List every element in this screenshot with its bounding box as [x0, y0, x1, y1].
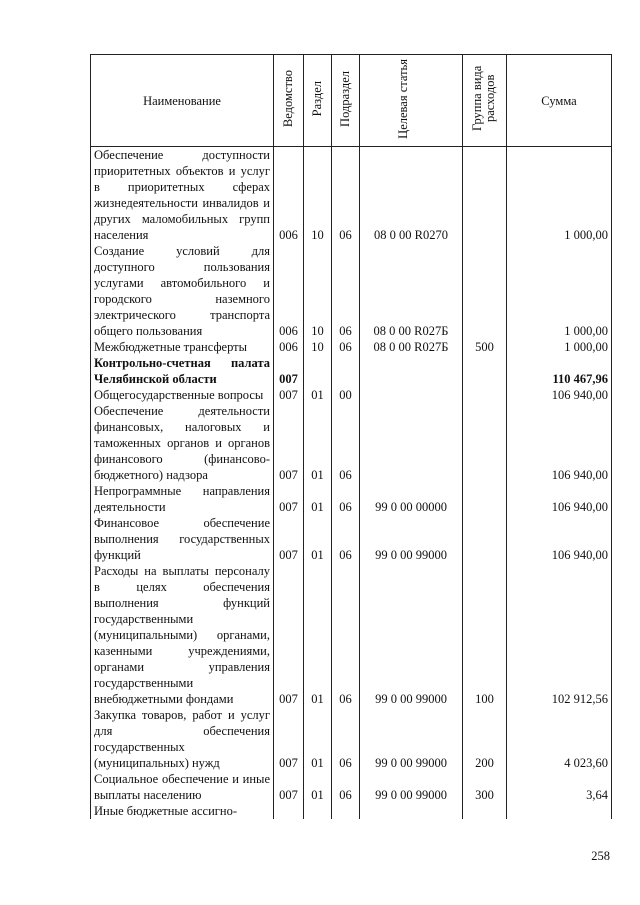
row-razdel: 01 [304, 707, 332, 771]
row-razdel [304, 803, 332, 819]
table-row [91, 387, 612, 403]
row-razdel: 01 [304, 515, 332, 563]
row-summa: 102 912,56 [507, 563, 612, 707]
row-podrazdel [332, 355, 360, 387]
row-vedomstvo: 007 [274, 515, 304, 563]
row-name: Общегосударственные вопросы [91, 387, 274, 403]
row-gruppa-vida [463, 483, 507, 515]
row-name: Расходы на выплаты персоналу в целях обеспечения выполнения функций государственными (муниципальными) органами, казенными учреждениями, органами управления государственными внебюджетными фондами [91, 563, 274, 707]
row-gruppa-vida [463, 355, 507, 387]
row-celevaya-statya: 08 0 00 R027Б [360, 243, 463, 339]
row-name: Закупка товаров, работ и услуг для обеспечения государственных (муниципальных) нужд [91, 707, 274, 771]
row-summa: 106 940,00 [507, 403, 612, 483]
header-celevaya-statya: Целевая статья [360, 55, 463, 147]
row-podrazdel: 06 [332, 707, 360, 771]
row-summa: 106 940,00 [507, 483, 612, 515]
table-row [91, 483, 612, 515]
row-celevaya-statya: 99 0 00 99000 [360, 771, 463, 803]
row-gruppa-vida [463, 403, 507, 483]
row-gruppa-vida: 300 [463, 771, 507, 803]
row-razdel: 10 [304, 339, 332, 355]
row-celevaya-statya: 99 0 00 00000 [360, 483, 463, 515]
row-razdel: 01 [304, 483, 332, 515]
header-summa: Сумма [507, 55, 612, 147]
row-summa: 1 000,00 [507, 243, 612, 339]
row-summa: 1 000,00 [507, 147, 612, 244]
row-celevaya-statya [360, 387, 463, 403]
row-podrazdel: 06 [332, 243, 360, 339]
row-podrazdel: 06 [332, 403, 360, 483]
table-row [91, 355, 612, 387]
table-row [91, 707, 612, 771]
row-gruppa-vida: 200 [463, 707, 507, 771]
row-gruppa-vida [463, 243, 507, 339]
table-row [91, 771, 612, 803]
row-podrazdel [332, 803, 360, 819]
row-podrazdel: 00 [332, 387, 360, 403]
row-celevaya-statya: 08 0 00 R027Б [360, 339, 463, 355]
table-row [91, 403, 612, 483]
row-name: Межбюджетные трансферты [91, 339, 274, 355]
row-vedomstvo: 007 [274, 355, 304, 387]
table-row [91, 515, 612, 563]
table-header-row [91, 55, 612, 147]
row-summa [507, 803, 612, 819]
row-razdel: 10 [304, 147, 332, 244]
row-summa: 4 023,60 [507, 707, 612, 771]
row-razdel: 01 [304, 387, 332, 403]
row-celevaya-statya [360, 803, 463, 819]
row-gruppa-vida: 500 [463, 339, 507, 355]
row-celevaya-statya: 99 0 00 99000 [360, 515, 463, 563]
row-podrazdel: 06 [332, 483, 360, 515]
row-podrazdel: 06 [332, 147, 360, 244]
row-name: Иные бюджетные ассигно- [91, 803, 274, 819]
row-celevaya-statya [360, 403, 463, 483]
row-celevaya-statya: 99 0 00 99000 [360, 707, 463, 771]
row-summa: 1 000,00 [507, 339, 612, 355]
row-name: Обеспечение деятельности финансовых, налоговых и таможенных органов и органов финансового (финансово-бюджетного) надзора [91, 403, 274, 483]
row-gruppa-vida [463, 387, 507, 403]
header-name: Наименование [91, 55, 274, 147]
row-summa: 110 467,96 [507, 355, 612, 387]
table-row [91, 243, 612, 339]
row-razdel [304, 355, 332, 387]
row-podrazdel: 06 [332, 339, 360, 355]
table-row [91, 563, 612, 707]
row-gruppa-vida [463, 515, 507, 563]
row-celevaya-statya: 08 0 00 R0270 [360, 147, 463, 244]
row-razdel: 01 [304, 563, 332, 707]
row-vedomstvo: 006 [274, 243, 304, 339]
header-razdel: Раздел [304, 55, 332, 147]
row-razdel: 10 [304, 243, 332, 339]
row-summa: 106 940,00 [507, 387, 612, 403]
row-podrazdel: 06 [332, 515, 360, 563]
table-row [91, 147, 612, 244]
row-gruppa-vida [463, 147, 507, 244]
row-summa: 106 940,00 [507, 515, 612, 563]
row-name: Непрограммные направления деятельности [91, 483, 274, 515]
row-summa: 3,64 [507, 771, 612, 803]
row-podrazdel: 06 [332, 563, 360, 707]
row-vedomstvo [274, 803, 304, 819]
row-vedomstvo: 007 [274, 771, 304, 803]
row-vedomstvo: 007 [274, 707, 304, 771]
row-name: Социальное обеспечение и иные выплаты населению [91, 771, 274, 803]
row-razdel: 01 [304, 771, 332, 803]
table-row [91, 339, 612, 355]
header-gruppa-vida-rashodov: Группа вида расходов [463, 55, 507, 147]
row-vedomstvo: 007 [274, 403, 304, 483]
row-gruppa-vida [463, 803, 507, 819]
row-vedomstvo: 006 [274, 147, 304, 244]
budget-table [90, 54, 612, 819]
table-row [91, 803, 612, 819]
page-number: 258 [591, 849, 610, 863]
header-podrazdel: Подраздел [332, 55, 360, 147]
row-razdel: 01 [304, 403, 332, 483]
row-vedomstvo: 007 [274, 387, 304, 403]
row-vedomstvo: 007 [274, 483, 304, 515]
row-celevaya-statya: 99 0 00 99000 [360, 563, 463, 707]
row-name: Обеспечение доступности приоритетных объектов и услуг в приоритетных сферах жизнедеятельности инвалидов и других маломобильных групп населения [91, 147, 274, 244]
header-vedomstvo: Ведомство [274, 55, 304, 147]
row-vedomstvo: 006 [274, 339, 304, 355]
row-celevaya-statya [360, 355, 463, 387]
row-gruppa-vida: 100 [463, 563, 507, 707]
row-podrazdel: 06 [332, 771, 360, 803]
row-vedomstvo: 007 [274, 563, 304, 707]
row-name: Создание условий для доступного пользования услугами автомобильного и городского наземного электрического транспорта общего пользования [91, 243, 274, 339]
row-name: Контрольно-счетная палата Челябинской области [91, 355, 274, 387]
row-name: Финансовое обеспечение выполнения государственных функций [91, 515, 274, 563]
